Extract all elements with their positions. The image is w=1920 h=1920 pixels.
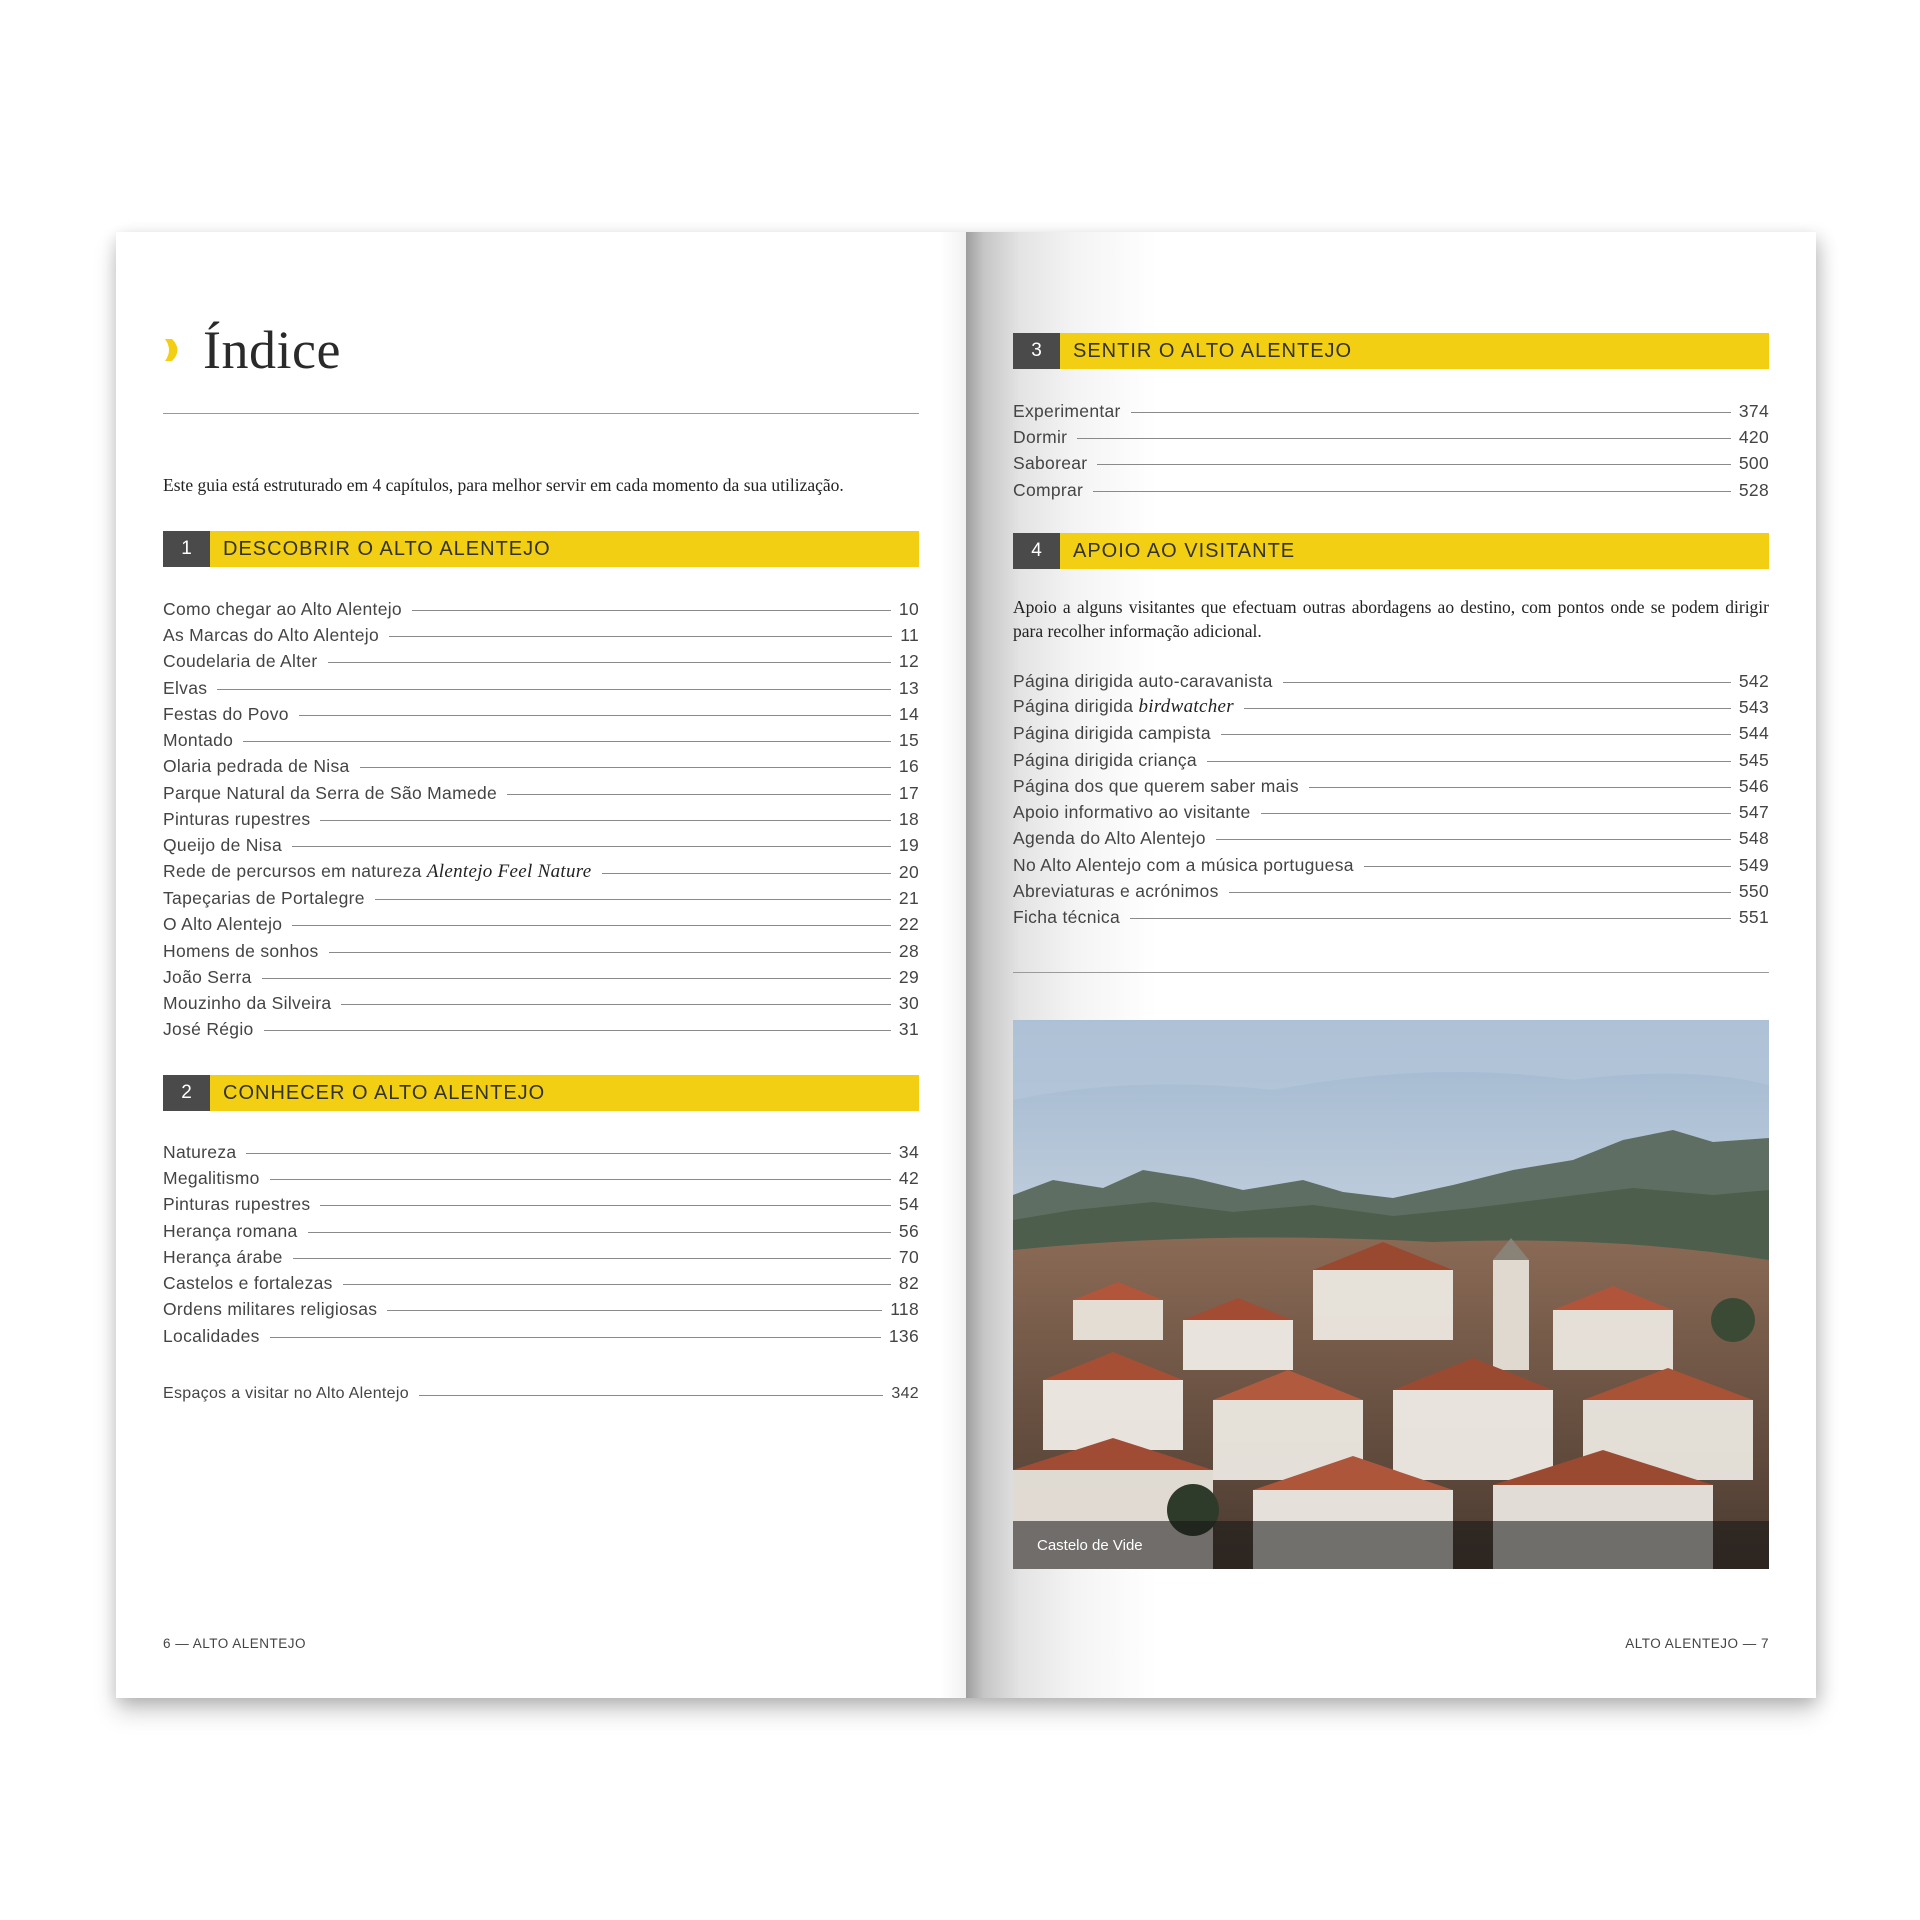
toc-entry-text: Como chegar ao Alto Alentejo bbox=[163, 598, 402, 619]
toc-leader-line bbox=[602, 873, 891, 874]
toc-list-chapter-1 bbox=[163, 596, 919, 1043]
chapter-label: DESCOBRIR O ALTO ALENTEJO bbox=[223, 537, 551, 560]
town-photo bbox=[1013, 1020, 1769, 1569]
toc-page-number: 16 bbox=[898, 756, 919, 777]
toc-page-number: 14 bbox=[898, 703, 919, 724]
toc-entry bbox=[163, 1270, 919, 1296]
town-photo-illustration bbox=[1013, 1020, 1769, 1569]
chapter-heading-1 bbox=[163, 531, 919, 567]
toc-leader-line bbox=[360, 767, 891, 768]
toc-leader-line bbox=[389, 636, 892, 637]
title-divider bbox=[163, 413, 919, 414]
toc-page-number: 30 bbox=[898, 993, 919, 1014]
toc-entry bbox=[1013, 668, 1769, 694]
toc-page-number: 546 bbox=[1738, 775, 1769, 796]
toc-page-number: 547 bbox=[1738, 802, 1769, 823]
toc-page-number: 550 bbox=[1738, 881, 1769, 902]
toc-leader-line bbox=[270, 1337, 881, 1338]
toc-page-number: 12 bbox=[898, 651, 919, 672]
toc-entry-text: Espaços a visitar no Alto Alentejo bbox=[163, 1385, 409, 1403]
toc-entry-title bbox=[1013, 828, 1206, 849]
toc-entry-title bbox=[163, 861, 592, 883]
chapter-heading-2 bbox=[163, 1075, 919, 1111]
toc-list-chapter-2 bbox=[163, 1139, 919, 1349]
toc-page-number: 18 bbox=[898, 809, 919, 830]
toc-entry-title bbox=[163, 1168, 260, 1189]
toc-entry-text: Olaria pedrada de Nisa bbox=[163, 756, 350, 777]
toc-page-number: 10 bbox=[898, 598, 919, 619]
toc-entry bbox=[1013, 905, 1769, 931]
toc-entry bbox=[163, 859, 919, 885]
toc-entry-text: Dormir bbox=[1013, 426, 1068, 447]
toc-entry-text: Pinturas rupestres bbox=[163, 1194, 311, 1215]
toc-entry-text: Página dos que querem saber mais bbox=[1013, 775, 1299, 796]
toc-leader-line bbox=[262, 978, 891, 979]
toc-entry bbox=[163, 938, 919, 964]
toc-entry bbox=[163, 1192, 919, 1218]
toc-leader-line bbox=[412, 610, 891, 611]
toc-entry bbox=[1013, 799, 1769, 825]
toc-entry-text: Página dirigida campista bbox=[1013, 723, 1211, 744]
toc-entry-text: Mouzinho da Silveira bbox=[163, 993, 332, 1014]
toc-page-number: 551 bbox=[1738, 907, 1769, 928]
toc-entry bbox=[163, 675, 919, 701]
toc-entry bbox=[163, 964, 919, 990]
toc-entry-title bbox=[163, 756, 350, 777]
book-spread bbox=[116, 232, 1816, 1698]
toc-list-chapter-4 bbox=[1013, 668, 1769, 931]
toc-leader-line bbox=[243, 741, 891, 742]
toc-entry bbox=[163, 727, 919, 753]
toc-leader-line bbox=[1283, 682, 1731, 683]
toc-entry-title bbox=[163, 1247, 283, 1268]
toc-entry-text: Natureza bbox=[163, 1141, 237, 1162]
toc-leader-line bbox=[387, 1310, 882, 1311]
toc-entry-title bbox=[1013, 696, 1234, 718]
chapter-number: 1 bbox=[163, 531, 210, 567]
toc-page-number: 542 bbox=[1738, 670, 1769, 691]
toc-entry-title bbox=[1013, 401, 1121, 422]
toc-entry-title bbox=[163, 941, 319, 962]
toc-entry-text: José Régio bbox=[163, 1019, 254, 1040]
toc-entry-title bbox=[1013, 802, 1251, 823]
toc-entry-title bbox=[163, 809, 310, 830]
toc-page-number: 19 bbox=[898, 835, 919, 856]
toc-entry-title bbox=[1013, 453, 1087, 474]
chapter-number: 3 bbox=[1013, 333, 1060, 369]
toc-entry-title bbox=[163, 1019, 254, 1040]
toc-entry bbox=[1013, 747, 1769, 773]
toc-leader-line bbox=[1093, 491, 1731, 492]
toc-page-number: 21 bbox=[898, 887, 919, 908]
toc-entry-text: Festas do Povo bbox=[163, 703, 289, 724]
chapter-4-intro: Apoio a alguns visitantes que efectuam outras abordagens ao destino, com pontos onde se podem dirigir para recolher informação adicional. bbox=[1013, 597, 1769, 641]
toc-entry bbox=[163, 622, 919, 648]
toc-entry bbox=[163, 912, 919, 938]
toc-entry-title bbox=[1013, 427, 1067, 448]
toc-list-chapter-3 bbox=[1013, 398, 1769, 503]
toc-entry bbox=[1013, 694, 1769, 720]
toc-page-number: 545 bbox=[1738, 749, 1769, 770]
toc-entry-title bbox=[163, 993, 331, 1014]
toc-entry-text: Montado bbox=[163, 730, 234, 751]
toc-leader-line bbox=[320, 820, 891, 821]
toc-leader-line bbox=[329, 952, 891, 953]
toc-page-number: 42 bbox=[898, 1167, 919, 1188]
toc-entry-text: Castelos e fortalezas bbox=[163, 1273, 333, 1294]
toc-entry-title bbox=[163, 599, 402, 620]
toc-entry bbox=[1013, 721, 1769, 747]
toc-entry bbox=[1013, 852, 1769, 878]
toc-entry-text: Abreviaturas e acrónimos bbox=[1013, 881, 1219, 902]
toc-entry-text: Elvas bbox=[163, 677, 208, 698]
toc-entry-title bbox=[1013, 671, 1273, 692]
folio-right: ALTO ALENTEJO — 7 bbox=[1625, 1636, 1769, 1651]
toc-entry-text: Herança romana bbox=[163, 1220, 298, 1241]
toc-entry-title bbox=[163, 1326, 260, 1347]
toc-page-number: 70 bbox=[898, 1246, 919, 1267]
toc-entry-text: Megalitismo bbox=[163, 1167, 260, 1188]
toc-entry bbox=[163, 701, 919, 727]
toc-entry bbox=[1013, 878, 1769, 904]
toc-page-number: 342 bbox=[891, 1385, 919, 1403]
toc-entry bbox=[1013, 451, 1769, 477]
toc-leader-line bbox=[293, 1258, 891, 1259]
toc-page-number: 54 bbox=[898, 1194, 919, 1215]
toc-page-number: 136 bbox=[888, 1325, 919, 1346]
toc-page-number: 11 bbox=[900, 624, 919, 645]
toc-entry bbox=[163, 1323, 919, 1349]
toc-page-number: 13 bbox=[898, 677, 919, 698]
toc-entry-text: Pinturas rupestres bbox=[163, 809, 311, 830]
toc-entry bbox=[163, 1017, 919, 1043]
toc-entry bbox=[163, 1165, 919, 1191]
left-page bbox=[116, 232, 966, 1698]
toc-leader-line bbox=[1131, 412, 1731, 413]
toc-leader-line bbox=[1207, 761, 1731, 762]
section-divider bbox=[1013, 972, 1769, 973]
toc-entry-text: Parque Natural da Serra de São Mamede bbox=[163, 782, 498, 803]
title-row bbox=[163, 320, 341, 380]
toc-entry-text: Tapeçarias de Portalegre bbox=[163, 887, 365, 908]
toc-leader-line bbox=[328, 662, 891, 663]
toc-leader-line bbox=[507, 794, 891, 795]
toc-entry-title bbox=[163, 888, 365, 909]
chapter-label: APOIO AO VISITANTE bbox=[1073, 539, 1296, 562]
toc-entry-title bbox=[1013, 855, 1354, 876]
toc-entry bbox=[163, 596, 919, 622]
toc-page-number: 118 bbox=[890, 1299, 919, 1320]
toc-entry bbox=[163, 649, 919, 675]
toc-list-extra bbox=[163, 1381, 919, 1407]
folio-left: 6 — ALTO ALENTEJO bbox=[163, 1636, 307, 1651]
toc-entry-text: As Marcas do Alto Alentejo bbox=[163, 624, 379, 645]
toc-entry-text: Comprar bbox=[1013, 479, 1084, 500]
toc-page-number: 34 bbox=[898, 1141, 919, 1162]
toc-entry bbox=[163, 780, 919, 806]
toc-page-number: 15 bbox=[898, 730, 919, 751]
toc-leader-line bbox=[1097, 464, 1730, 465]
page-title: Índice bbox=[203, 320, 341, 380]
toc-entry-title bbox=[1013, 480, 1083, 501]
toc-page-number: 20 bbox=[898, 861, 919, 882]
toc-entry-title bbox=[163, 967, 252, 988]
toc-leader-line bbox=[217, 689, 891, 690]
toc-entry-title bbox=[163, 1221, 298, 1242]
toc-entry bbox=[1013, 826, 1769, 852]
toc-page-number: 82 bbox=[898, 1273, 919, 1294]
toc-entry-title bbox=[1013, 776, 1299, 797]
toc-page-number: 500 bbox=[1738, 453, 1769, 474]
toc-page-number: 17 bbox=[898, 782, 919, 803]
toc-page-number: 29 bbox=[898, 966, 919, 987]
toc-entry-text: Localidades bbox=[163, 1325, 260, 1346]
toc-entry bbox=[1013, 398, 1769, 424]
toc-entry-title bbox=[1013, 750, 1197, 771]
toc-entry bbox=[163, 1244, 919, 1270]
chapter-number: 4 bbox=[1013, 533, 1060, 569]
toc-page-number: 543 bbox=[1738, 696, 1769, 717]
toc-page-number: 28 bbox=[898, 940, 919, 961]
toc-entry-text: Ordens militares religiosas bbox=[163, 1299, 378, 1320]
toc-page-number: 420 bbox=[1738, 426, 1769, 447]
toc-page-number: 549 bbox=[1738, 854, 1769, 875]
toc-entry-text: Apoio informativo ao visitante bbox=[1013, 802, 1251, 823]
toc-entry-title bbox=[163, 914, 282, 935]
toc-entry-text: No Alto Alentejo com a música portuguesa bbox=[1013, 854, 1354, 875]
toc-page-number: 528 bbox=[1738, 479, 1769, 500]
toc-entry-text: Rede de percursos em natureza bbox=[163, 861, 427, 882]
chapter-number: 2 bbox=[163, 1075, 210, 1111]
toc-leader-line bbox=[264, 1030, 891, 1031]
toc-entry-title bbox=[163, 1273, 333, 1294]
toc-entry bbox=[1013, 477, 1769, 503]
toc-page-number: 374 bbox=[1738, 400, 1769, 421]
toc-entry-text: Página dirigida criança bbox=[1013, 749, 1197, 770]
toc-entry-text: Herança árabe bbox=[163, 1246, 283, 1267]
toc-entry-title bbox=[163, 835, 282, 856]
toc-leader-line bbox=[1077, 438, 1731, 439]
toc-entry-title bbox=[163, 1142, 236, 1163]
toc-entry-text: Homens de sonhos bbox=[163, 940, 319, 961]
toc-leader-line bbox=[1244, 708, 1731, 709]
toc-entry-title bbox=[163, 1194, 310, 1215]
toc-entry-text: Saborear bbox=[1013, 453, 1088, 474]
toc-entry-title bbox=[163, 651, 318, 672]
toc-entry-title bbox=[163, 730, 233, 751]
toc-leader-line bbox=[1216, 839, 1731, 840]
intro-text: Este guia está estruturado em 4 capítulos, para melhor servir em cada momento da sua utilização. bbox=[163, 475, 844, 495]
toc-leader-line bbox=[292, 846, 891, 847]
toc-entry-title bbox=[1013, 907, 1120, 928]
chapter-label: CONHECER O ALTO ALENTEJO bbox=[223, 1081, 546, 1104]
toc-leader-line bbox=[292, 925, 891, 926]
chapter-label: SENTIR O ALTO ALENTEJO bbox=[1073, 339, 1353, 362]
toc-leader-line bbox=[1221, 734, 1731, 735]
toc-entry-italic-text: birdwatcher bbox=[1138, 696, 1234, 718]
toc-entry-title bbox=[1013, 881, 1219, 902]
toc-entry-title bbox=[1013, 723, 1211, 744]
toc-entry-text: Página dirigida auto-caravanista bbox=[1013, 670, 1273, 691]
toc-leader-line bbox=[1261, 813, 1731, 814]
toc-leader-line bbox=[308, 1232, 891, 1233]
toc-leader-line bbox=[419, 1395, 883, 1396]
toc-leader-line bbox=[1364, 866, 1731, 867]
toc-leader-line bbox=[270, 1179, 891, 1180]
toc-entry-text: Página dirigida bbox=[1013, 696, 1139, 717]
toc-entry bbox=[163, 1218, 919, 1244]
toc-entry bbox=[163, 990, 919, 1016]
toc-entry-text: Experimentar bbox=[1013, 400, 1121, 421]
chapter-heading-3 bbox=[1013, 333, 1769, 369]
toc-entry-title bbox=[163, 1385, 409, 1403]
toc-leader-line bbox=[375, 899, 891, 900]
toc-entry-text: Coudelaria de Alter bbox=[163, 651, 318, 672]
toc-entry bbox=[163, 1381, 919, 1407]
right-page bbox=[966, 232, 1816, 1698]
toc-entry-text: Agenda do Alto Alentejo bbox=[1013, 828, 1206, 849]
toc-entry bbox=[1013, 424, 1769, 450]
toc-entry bbox=[163, 1297, 919, 1323]
toc-entry bbox=[1013, 773, 1769, 799]
toc-leader-line bbox=[1309, 787, 1731, 788]
toc-leader-line bbox=[299, 715, 891, 716]
toc-entry-text: João Serra bbox=[163, 966, 252, 987]
toc-leader-line bbox=[246, 1153, 891, 1154]
toc-leader-line bbox=[320, 1205, 891, 1206]
toc-entry bbox=[163, 806, 919, 832]
toc-entry bbox=[163, 885, 919, 911]
toc-entry-title bbox=[163, 1299, 377, 1320]
toc-entry-title bbox=[163, 704, 289, 725]
toc-entry-italic-text: Alentejo Feel Nature bbox=[426, 861, 592, 883]
toc-entry-title bbox=[163, 783, 497, 804]
toc-leader-line bbox=[1229, 892, 1731, 893]
toc-entry-text: O Alto Alentejo bbox=[163, 914, 283, 935]
toc-leader-line bbox=[1130, 918, 1731, 919]
toc-page-number: 22 bbox=[898, 914, 919, 935]
toc-entry bbox=[163, 1139, 919, 1165]
chapter-heading-4 bbox=[1013, 533, 1769, 569]
toc-page-number: 548 bbox=[1738, 828, 1769, 849]
toc-page-number: 56 bbox=[898, 1220, 919, 1241]
toc-entry bbox=[163, 754, 919, 780]
toc-page-number: 31 bbox=[898, 1019, 919, 1040]
toc-leader-line bbox=[341, 1004, 890, 1005]
yellow-arrow-bullet-icon bbox=[163, 337, 185, 363]
toc-entry-title bbox=[163, 625, 379, 646]
toc-leader-line bbox=[343, 1284, 891, 1285]
photo-caption: Castelo de Vide bbox=[1037, 1537, 1143, 1554]
toc-entry-text: Queijo de Nisa bbox=[163, 835, 282, 856]
toc-entry-title bbox=[163, 678, 207, 699]
toc-page-number: 544 bbox=[1738, 723, 1769, 744]
toc-entry bbox=[163, 833, 919, 859]
toc-entry-text: Ficha técnica bbox=[1013, 907, 1121, 928]
